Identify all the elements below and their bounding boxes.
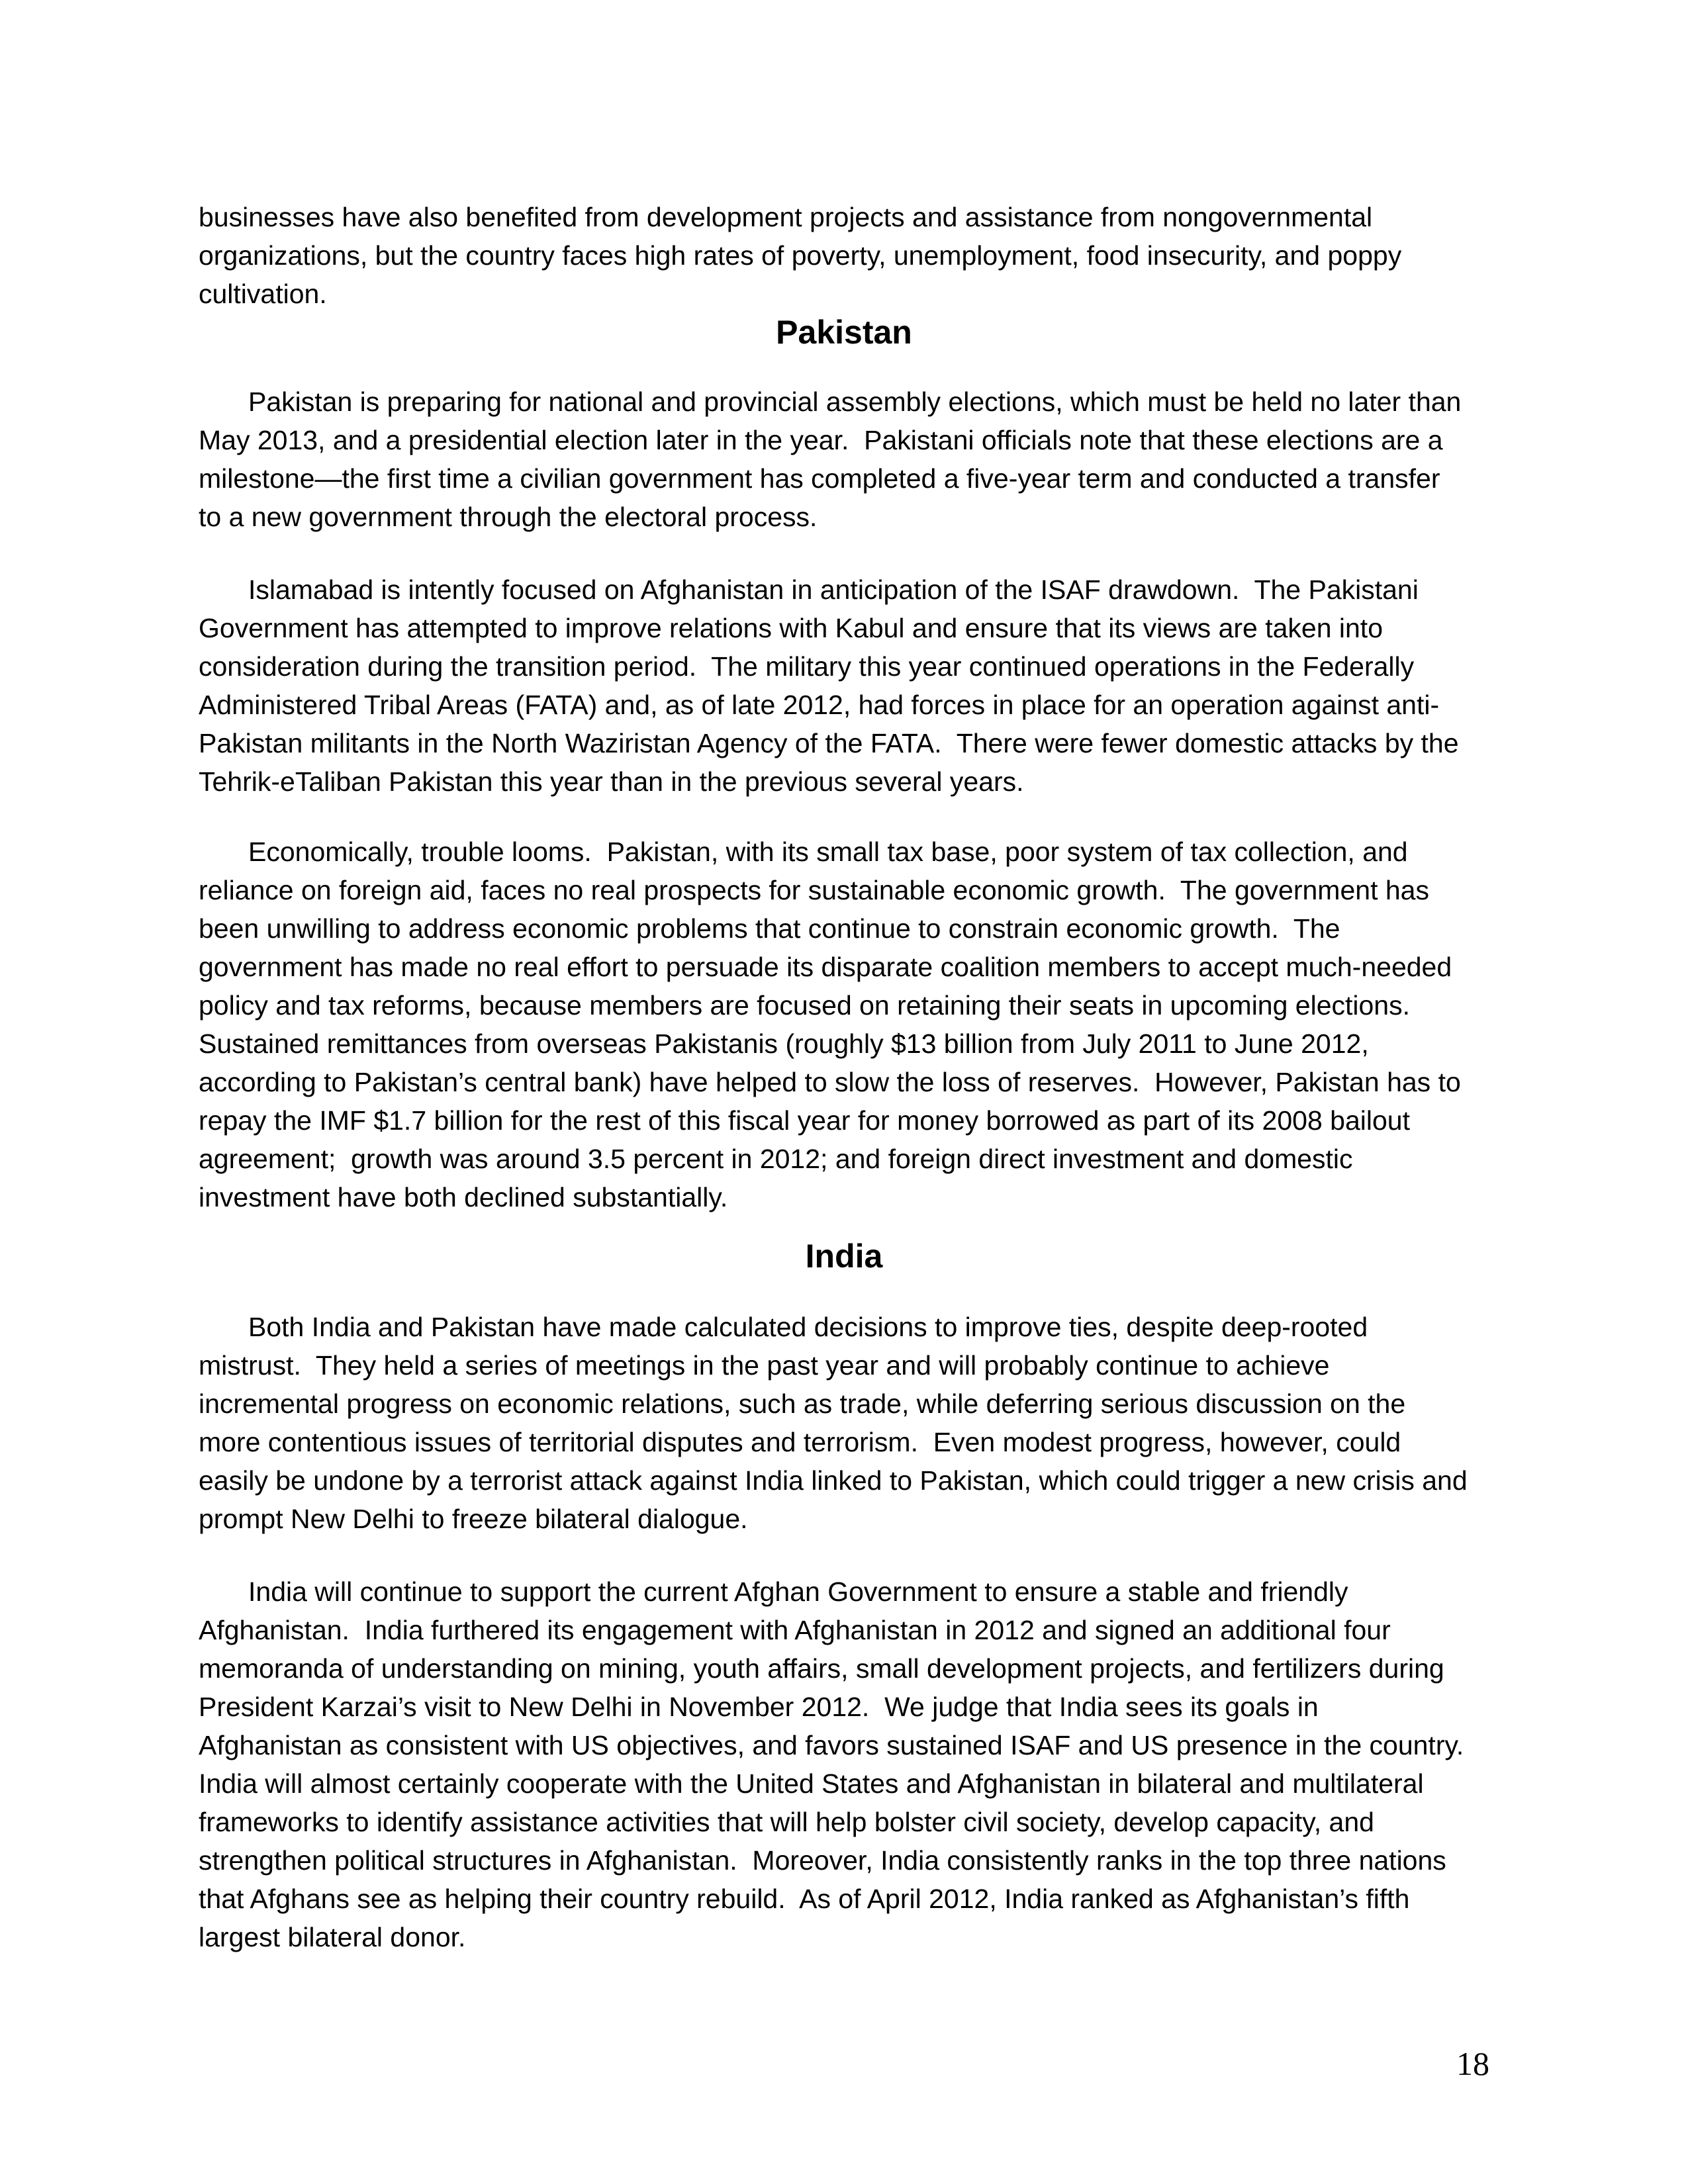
text-line: incremental progress on economic relations, such as trade, while deferring serious discussion on the — [199, 1388, 1406, 1419]
text-line: Sustained remittances from overseas Pakistanis (roughly $13 billion from July 2011 to June 2012, — [199, 1028, 1369, 1059]
text-line: Pakistan is preparing for national and provincial assembly elections, which must be held no later than — [248, 387, 1462, 417]
text-line: Government has attempted to improve relations with Kabul and ensure that its views are taken into — [199, 613, 1383, 643]
text-line: India will continue to support the current Afghan Government to ensure a stable and friendly — [248, 1576, 1348, 1607]
text-line: investment have both declined substantially. — [199, 1182, 728, 1212]
text-line: India will almost certainly cooperate with the United States and Afghanistan in bilateral and multilateral — [199, 1768, 1424, 1799]
page-number: 18 — [1456, 2045, 1489, 2082]
text-line: cultivation. — [199, 279, 327, 309]
text-line: Pakistan militants in the North Waziristan Agency of the FATA. There were fewer domestic attacks by the — [199, 728, 1459, 758]
paragraph-pakistan-afghanistan — [199, 570, 1489, 801]
text-line: Tehrik-eTaliban Pakistan this year than in the previous several years. — [199, 766, 1024, 797]
text-line: memoranda of understanding on mining, youth affairs, small development projects, and fertilizers during — [199, 1653, 1444, 1684]
text-line: organizations, but the country faces high rates of poverty, unemployment, food insecurity, and poppy — [199, 240, 1402, 271]
section-heading-pakistan: Pakistan — [776, 314, 912, 351]
text-line: agreement; growth was around 3.5 percent in 2012; and foreign direct investment and domestic — [199, 1144, 1353, 1174]
text-line: Afghanistan as consistent with US objectives, and favors sustained ISAF and US presence in the country. — [199, 1730, 1464, 1760]
text-line: to a new government through the electoral process. — [199, 502, 818, 532]
text-line: strengthen political structures in Afghanistan. Moreover, India consistently ranks in the top three nations — [199, 1845, 1446, 1876]
text-line: policy and tax reforms, because members are focused on retaining their seats in upcoming elections. — [199, 990, 1411, 1021]
text-line: Islamabad is intently focused on Afghanistan in anticipation of the ISAF drawdown. The Pakistani — [248, 574, 1419, 605]
text-line: been unwilling to address economic problems that continue to constrain economic growth. The — [199, 913, 1340, 944]
text-line: businesses have also benefited from development projects and assistance from nongovernmental — [199, 202, 1373, 232]
text-line: more contentious issues of territorial disputes and terrorism. Even modest progress, however, could — [199, 1427, 1401, 1457]
paragraph-pakistan-elections — [199, 383, 1489, 536]
text-line: milestone—the first time a civilian government has completed a five-year term and conducted a transfer — [199, 463, 1440, 494]
paragraph-pakistan-economy — [199, 833, 1489, 1216]
text-line: government has made no real effort to persuade its disparate coalition members to accept much-needed — [199, 952, 1452, 982]
text-line: frameworks to identify assistance activities that will help bolster civil society, develop capacity, and — [199, 1807, 1374, 1837]
text-line: Administered Tribal Areas (FATA) and, as of late 2012, had forces in place for an operation against anti- — [199, 690, 1440, 720]
text-line: Both India and Pakistan have made calculated decisions to improve ties, despite deep-rooted — [248, 1312, 1368, 1342]
text-line: prompt New Delhi to freeze bilateral dialogue. — [199, 1504, 748, 1534]
text-line: according to Pakistan’s central bank) have helped to slow the loss of reserves. However, Pakistan has to — [199, 1067, 1461, 1097]
text-line: Afghanistan. India furthered its engagement with Afghanistan in 2012 and signed an additional four — [199, 1615, 1391, 1645]
text-line: that Afghans see as helping their country rebuild. As of April 2012, India ranked as Afghanistan’s fifth — [199, 1884, 1410, 1914]
continuation-paragraph — [199, 198, 1489, 313]
text-line: President Karzai’s visit to New Delhi in November 2012. We judge that India sees its goals in — [199, 1692, 1319, 1722]
paragraph-india-pakistan-ties — [199, 1308, 1489, 1538]
text-line: Economically, trouble looms. Pakistan, with its small tax base, poor system of tax collection, and — [248, 837, 1408, 867]
section-heading-india: India — [805, 1238, 883, 1275]
text-line: largest bilateral donor. — [199, 1922, 466, 1952]
text-line: easily be undone by a terrorist attack against India linked to Pakistan, which could trigger a new crisis and — [199, 1465, 1468, 1496]
text-line: mistrust. They held a series of meetings in the past year and will probably continue to achieve — [199, 1350, 1330, 1381]
text-line: repay the IMF $1.7 billion for the rest of this fiscal year for money borrowed as part of its 2008 bailout — [199, 1105, 1410, 1136]
paragraph-india-afghanistan — [199, 1572, 1489, 1956]
page-body — [199, 198, 1489, 1956]
text-line: reliance on foreign aid, faces no real prospects for sustainable economic growth. The government has — [199, 875, 1429, 905]
text-line: May 2013, and a presidential election later in the year. Pakistani officials note that these elections are a — [199, 425, 1443, 455]
text-line: consideration during the transition period. The military this year continued operations in the Federally — [199, 651, 1415, 682]
